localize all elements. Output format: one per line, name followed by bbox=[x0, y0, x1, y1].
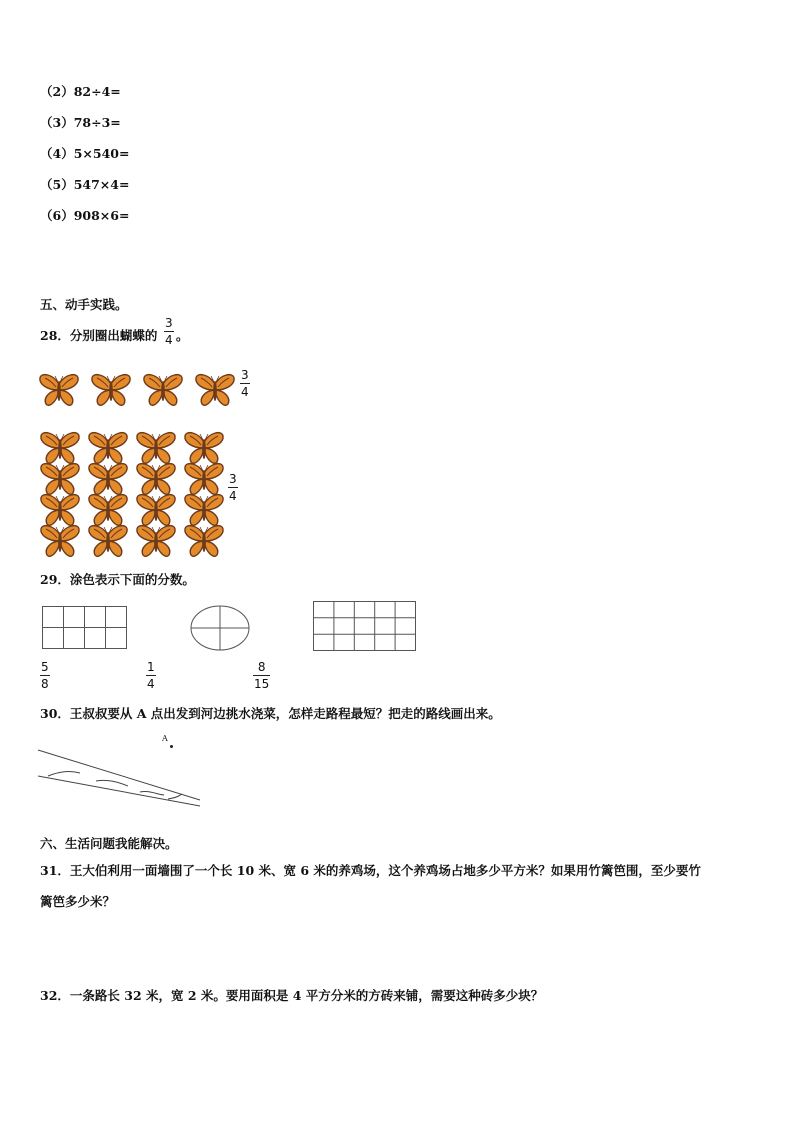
q28-frac-denominator: 4 bbox=[165, 333, 173, 347]
q29-frac3-denominator: 15 bbox=[254, 677, 270, 691]
circle-quarters[interactable] bbox=[190, 605, 252, 653]
river-wave-1 bbox=[48, 772, 80, 776]
butterfly-icon[interactable] bbox=[195, 372, 235, 408]
river-wave-2 bbox=[96, 780, 128, 786]
q29-frac1-numerator: 5 bbox=[41, 660, 49, 674]
q30-text: 30．王叔叔要从 A 点出发到河边挑水浇菜，怎样走路程最短？把走的路线画出来。 bbox=[40, 706, 501, 721]
river-wave-4 bbox=[168, 794, 182, 799]
calc-item-2: （2）82÷4= bbox=[40, 84, 121, 99]
group1-fraction bbox=[240, 368, 250, 399]
q29-frac2-bar bbox=[146, 675, 156, 676]
q28-tail: 。 bbox=[176, 328, 189, 343]
group1-frac-numerator: 3 bbox=[241, 368, 249, 382]
group1-frac-bar bbox=[240, 383, 250, 384]
butterfly-icon[interactable] bbox=[184, 523, 224, 559]
calc-item-3: （3）78÷3= bbox=[40, 115, 121, 130]
point-a-label: A bbox=[162, 734, 168, 743]
calc-item-6: （6）908×6= bbox=[40, 208, 130, 223]
q28-frac-bar bbox=[164, 331, 174, 332]
section-5-heading: 五、动手实践。 bbox=[40, 297, 128, 312]
group2-frac-denominator: 4 bbox=[229, 489, 237, 503]
q29-frac3-bar bbox=[253, 675, 270, 676]
butterfly-icon[interactable] bbox=[91, 372, 131, 408]
q29-frac2-denominator: 4 bbox=[147, 677, 155, 691]
q28-text: 28．分别圈出蝴蝶的 bbox=[40, 328, 158, 343]
butterfly-icon[interactable] bbox=[136, 523, 176, 559]
q31-line-1: 31．王大伯利用一面墙围了一个长 10 米、宽 6 米的养鸡场，这个养鸡场占地多少平方米？如果用竹篱笆围，至少要竹 bbox=[40, 863, 701, 878]
q29-fraction-3 bbox=[253, 660, 270, 691]
calc-item-4: （4）5×540= bbox=[40, 146, 130, 161]
grid-3x5[interactable] bbox=[313, 601, 417, 652]
butterfly-icon[interactable] bbox=[88, 523, 128, 559]
grid-2x4[interactable] bbox=[42, 606, 128, 650]
q28-frac-numerator: 3 bbox=[165, 316, 173, 330]
q28-fraction bbox=[164, 316, 174, 347]
q31-line-2: 篱笆多少米？ bbox=[40, 894, 116, 909]
q29-fraction-1 bbox=[40, 660, 50, 691]
group2-frac-bar bbox=[228, 487, 238, 488]
q29-fraction-2 bbox=[146, 660, 156, 691]
river-wave-3 bbox=[140, 791, 164, 795]
butterfly-icon[interactable] bbox=[143, 372, 183, 408]
group2-fraction bbox=[228, 472, 238, 503]
butterfly-icon[interactable] bbox=[40, 523, 80, 559]
q29-text: 29．涂色表示下面的分数。 bbox=[40, 572, 195, 587]
q29-frac1-denominator: 8 bbox=[41, 677, 49, 691]
group1-frac-denominator: 4 bbox=[241, 385, 249, 399]
butterfly-icon[interactable] bbox=[39, 372, 79, 408]
river-drawing[interactable] bbox=[36, 748, 206, 808]
q29-frac1-bar bbox=[40, 675, 50, 676]
section-6-heading: 六、生活问题我能解决。 bbox=[40, 836, 178, 851]
group2-frac-numerator: 3 bbox=[229, 472, 237, 486]
q29-frac2-numerator: 1 bbox=[147, 660, 155, 674]
q29-frac3-numerator: 8 bbox=[257, 660, 266, 674]
calc-item-5: （5）547×4= bbox=[40, 177, 130, 192]
q32-text: 32．一条路长 32 米，宽 2 米。要用面积是 4 平方分米的方砖来铺，需要这种砖多少块？ bbox=[40, 988, 544, 1003]
